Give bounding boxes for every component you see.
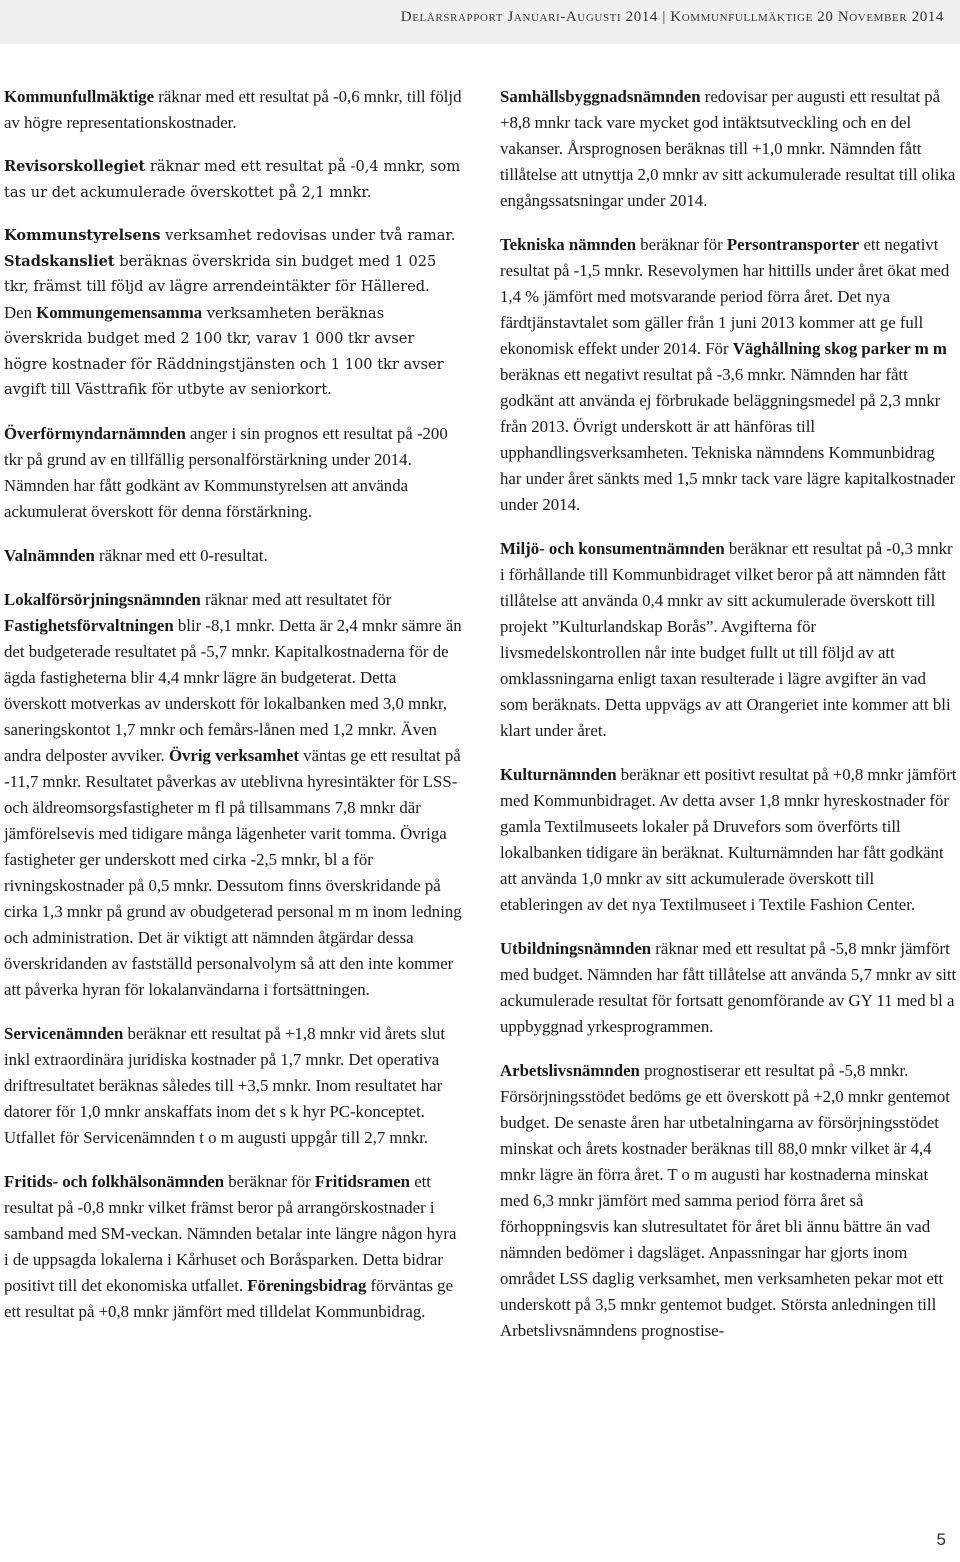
paragraph-arbetslivsnamnden: [500, 1058, 958, 1344]
paragraph-text: beräknar ett resultat på +1,8 mnkr vid årets slut inkl extraordinära juridiska kostnader på 1,7 mnkr. Det operativa driftresultatet beräknas således till +3,5 mnkr. Inom resultatet har datorer för 1,0 mnkr anskaffats inom det s k hyr PC-konceptet. Utfallet för Servicenämnden t o m augusti uppgår till 2,7 mnkr.: [4, 1023, 446, 1147]
paragraph-text: verksamhet redovisas under två ramar.: [160, 227, 456, 244]
paragraph-miljo-och-konsumentnamnden: [500, 536, 958, 744]
paragraph-text: ett resultat på -0,8 mnkr vilket främst beror på arrangörskostnader i samband med SM-veckan. Nämnden betalar inte längre någon hyra i de uppsagda lokalerna i Kårhuset och Boråsparken. Detta bidrar positivt till det ekonomiska utfallet.: [4, 1171, 457, 1295]
running-header: [0, 0, 960, 44]
heading-kommunfullmaktige: Kommunfullmäktige: [4, 87, 155, 106]
paragraph-kulturnamnden: [500, 762, 958, 918]
heading-servicenamnden: Servicenämnden: [4, 1023, 124, 1043]
paragraph-revisorskollegiet: [4, 154, 462, 205]
paragraph-text: blir -8,1 mnkr. Detta är 2,4 mnkr sämre än det budgeterade resultatet på -5,7 mnkr. Kapitalkostnaderna för de ägda fastigheterna blir 4,4 mnkr lägre än budgeterat. Detta överskott motverkas av underskott för lokalbanken med 3,0 mnkr, saneringskontot 1,7 mnkr och femårs-lånen med 1,2 mnkr. Även andra delposter avviker.: [4, 615, 462, 765]
paragraph-kommunfullmaktige: [4, 84, 462, 136]
heading-samhallsbyggnadsnamnden: Samhällsbyggnadsnämnden: [500, 87, 701, 106]
paragraph-text: anger i sin prognos ett resultat på -200 tkr på grund av en tillfällig personalförstärkning under 2014. Nämnden har fått godkänt av Kommunstyrelsen att använda ackumulerat överskott för denna förstärkning.: [4, 423, 448, 521]
paragraph-text: beräknar för: [224, 1171, 315, 1191]
heading-revisorskollegiet: Revisorskollegiet: [4, 158, 146, 175]
heading-ovrig-verksamhet: Övrig verksamhet: [168, 745, 299, 765]
paragraph-samhallsbyggnadsnamnden: [500, 84, 958, 214]
page-number: 5: [936, 1530, 946, 1549]
heading-overformyndarnamnden: Överförmyndarnämnden: [4, 423, 186, 443]
heading-fastighetsforvaltningen: Fastighetsförvaltningen: [4, 615, 174, 635]
heading-lokalforsorjningsnamnden: Lokalförsörjningsnämnden: [4, 589, 201, 609]
paragraph-text: väntas ge ett resultat på -11,7 mnkr. Resultatet påverkas av uteblivna hyresintäkter för LSS- och äldreomsorgsfastigheter m fl på tillsammans 7,8 mnkr där jämförelsevis med tidigare många lägenheter varit tomma. Övriga fastigheter ger underskott med cirka -2,5 mnkr, bl a för rivningskostnader på 0,5 mnkr. Dessutom finns överskridande på cirka 1,3 mnkr på grund av obudgeterad personal m m inom ledning och administration. Det är viktigt att nämnden åtgärdar dessa överskridanden av fastställd personalvolym så att den inte kommer att påverka hyran för lokalanvändarna i fortsättningen.: [4, 745, 462, 999]
paragraph-valnamnden: [4, 543, 462, 569]
paragraph-text: beräknar för: [636, 235, 727, 254]
heading-fritidsramen: Fritidsramen: [314, 1171, 410, 1191]
paragraph-text: verksamheten beräknas överskrida budget med 2 100 tkr, varav 1 000 tkr avser högre kostnader för Räddningstjänsten och 1 100 tkr avser avgift till Västtrafik för utbyte av seniorkort.: [4, 304, 444, 398]
paragraph-fritids-och-folkhalsonamnden: [4, 1169, 462, 1325]
heading-fritids-och-folkhalsonamnden: Fritids- och folkhälsonämnden: [4, 1171, 225, 1191]
running-title: Delårsrapport Januari-Augusti 2014 | Kommunfullmäktige 20 November 2014: [400, 9, 944, 25]
paragraph-overformyndarnamnden: [4, 421, 462, 525]
right-column: [500, 84, 958, 1362]
paragraph-utbildningsnamnden: [500, 936, 958, 1040]
paragraph-servicenamnden: [4, 1021, 462, 1151]
paragraph-text: beräknar ett positivt resultat på +0,8 mnkr jämfört med Kommunbidraget. Av detta avser 1,8 mnkr hyreskostnader för gamla Textilmuseets lokaler på Druvefors som överförts till lokalbanken tidigare än beräknat. Kulturnämnden har fått godkänt att använda 1,0 mnkr av sitt ackumulerade överskott till etableringen av det nya Textilmuseet i Textile Fashion Center.: [500, 765, 957, 914]
heading-kommungemensamma: Kommungemensamma: [36, 302, 203, 322]
paragraph-text: räknar med ett 0-resultat.: [94, 545, 268, 565]
left-column: [4, 84, 462, 1343]
heading-persontransporter: Persontransporter: [726, 235, 860, 254]
paragraph-text: Den: [4, 302, 37, 322]
heading-kulturnamnden: Kulturnämnden: [500, 765, 617, 784]
paragraph-text: ett negativt resultat på -1,5 mnkr. Resevolymen har hittills under året ökat med 1,4 % jämfört med motsvarande period förra året. Det nya färdtjänstavtalet som gäller från 1 juni 2013 kommer att ge full ekonomisk effekt under 2014. För: [500, 235, 950, 358]
heading-kommunstyrelsen: Kommunstyrelsens: [4, 227, 161, 244]
heading-tekniska-namnden: Tekniska nämnden: [500, 235, 637, 254]
heading-valnamnden: Valnämnden: [4, 545, 95, 565]
paragraph-text: förväntas ge ett resultat på +0,8 mnkr jämfört med tilldelat Kommunbidrag.: [4, 1275, 454, 1321]
paragraph-lokalforsorjningsnamnden: [4, 587, 462, 1003]
paragraph-text: räknar med att resultatet för: [200, 589, 392, 609]
heading-utbildningsnamnden: Utbildningsnämnden: [500, 939, 652, 958]
heading-arbetslivsnamnden: Arbetslivsnämnden: [500, 1061, 640, 1080]
paragraph-text: beräknar ett resultat på -0,3 mnkr i förhållande till Kommunbidraget vilket beror på att nämnden fått tillåtelse att använda 0,4 mnkr av sitt ackumulerade överskott till projekt ”Kulturlandskap Borås”. Avgifterna för livsmedelskontrollen når inte budget fullt ut till följd av att omklassningarna enligt taxan resulterade i lägre avgifter än vad som beräknats. Detta uppvägs av att Orangeriet inte kommer att bli klart under året.: [500, 539, 953, 740]
paragraph-text: beräknas överskrida sin budget med 1 025 tkr, främst till följd av lägre arrendeintäkter för Hällered.: [4, 252, 437, 295]
paragraph-text: räknar med ett resultat på -0,4 mnkr, som tas ur det ackumulerade överskottet på 2,1 mnkr.: [4, 158, 461, 201]
paragraph-tekniska-namnden: [500, 232, 958, 518]
heading-vaghallning: Väghållning skog parker m m: [732, 339, 947, 358]
paragraph-text: räknar med ett resultat på -0,6 mnkr, till följd av högre representationskostnader.: [4, 87, 462, 132]
heading-foreningsbidrag: Föreningsbidrag: [247, 1275, 367, 1295]
paragraph-text: räknar med ett resultat på -5,8 mnkr jämfört med budget. Nämnden har fått tillåtelse att använda 5,7 mnkr av sitt ackumulerade resultat för fortsatt genomförande av GY 11 med bl a uppbyggnad yrkesprogrammen.: [500, 939, 957, 1036]
heading-miljo-och-konsumentnamnden: Miljö- och konsumentnämnden: [500, 539, 725, 558]
paragraph-text: prognostiserar ett resultat på -5,8 mnkr. Försörjningsstödet bedöms ge ett överskott på +2,0 mnkr gentemot budget. De senaste åren har utbetalningarna av försörjningsstödet minskat och årets kostnader beräknas till 88,0 mnkr vilket är 4,4 mnkr lägre än förra året. T o m augusti har kostnaderna minskat med 6,3 mnkr jämfört med samma period förra året så förhoppningsvis kan slutresultatet för året bli ännu bättre än vad nämnden bedömer i dagsläget. Anpassningar har gjorts inom området LSS daglig verksamhet, men verksamheten pekar mot ett underskott på 3,5 mnkr gentemot budget. Största anledningen till Arbetslivsnämndens prognostise-: [500, 1061, 950, 1340]
paragraph-text: redovisar per augusti ett resultat på +8,8 mnkr tack vare mycket god intäktsutveckling och en del vakanser. Årsprognosen beräknas till +1,0 mnkr. Nämnden fått tillåtelse att utnyttja 2,0 mnkr av sitt ackumulerade resultat till olika engångssatsningar under 2014.: [500, 87, 956, 210]
heading-stadskansliet: Stadskansliet: [4, 252, 115, 270]
paragraph-text: beräknas ett negativt resultat på -3,6 mnkr. Nämnden har fått godkänt att använda ej förbrukade beläggningsmedel på 2,3 mnkr från 2013. Övrigt underskott är att hänföras till upphandlingsverksamheten. Tekniska nämndens Kommunbidrag har under året sänkts med 1,5 mnkr tack vare lägre kapitalkostnader under 2014.: [500, 365, 956, 514]
paragraph-kommunstyrelsen: [4, 223, 462, 403]
